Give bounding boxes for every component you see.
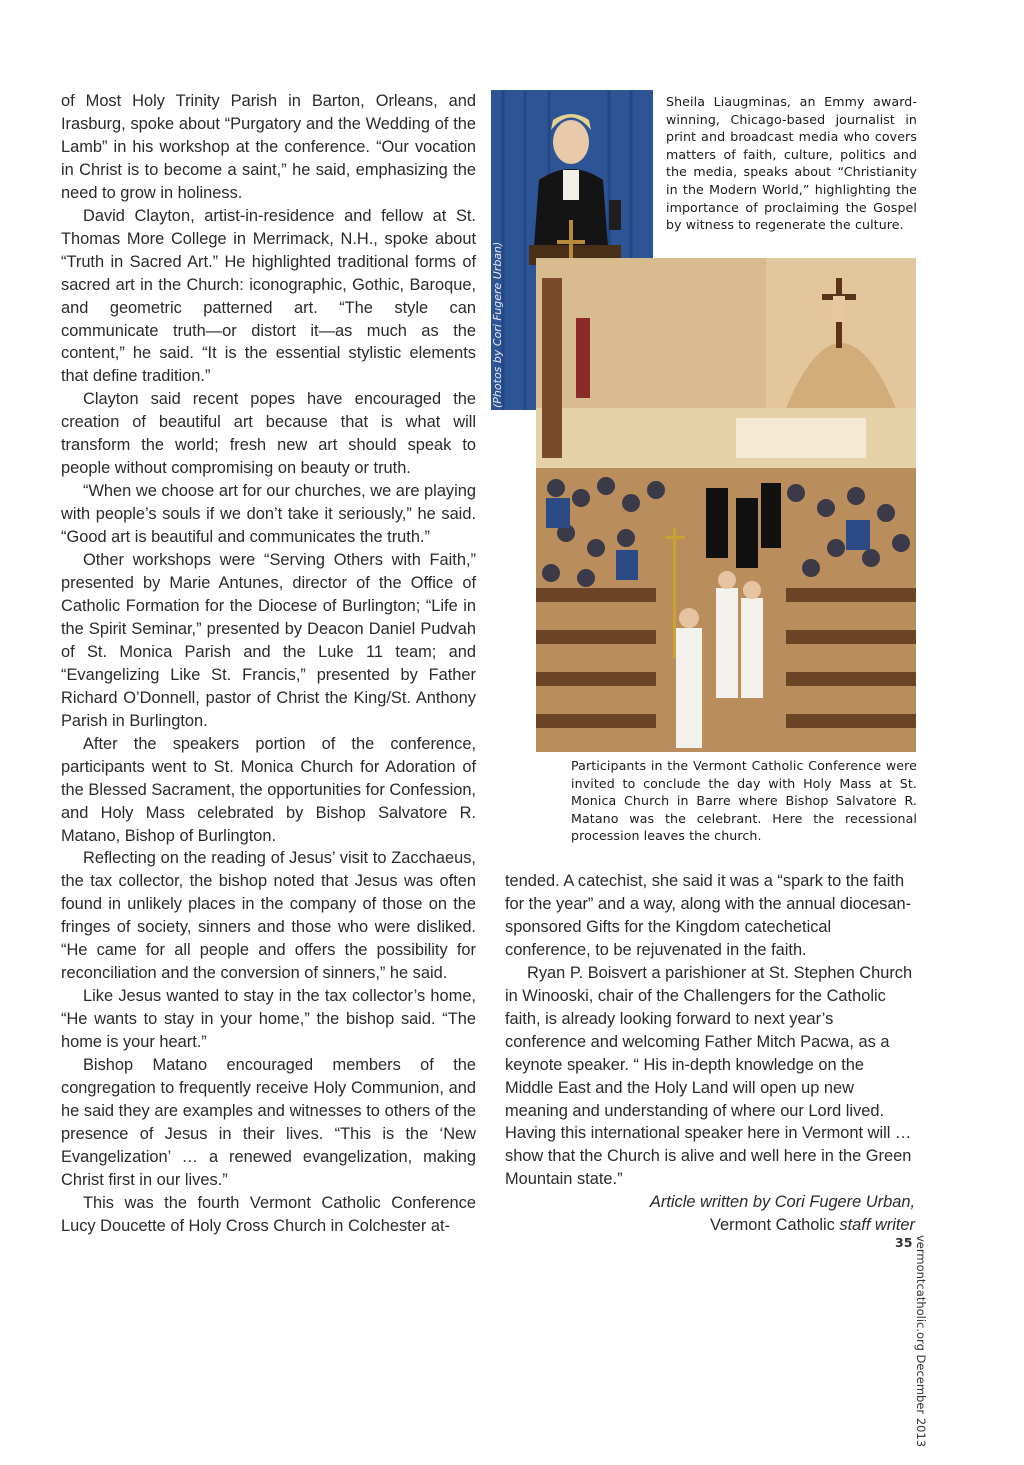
byline-author: Article written by Cori Fugere Urban, bbox=[649, 1193, 915, 1212]
caption-procession: Participants in the Vermont Catholic Conference were invited to conclude the day with Holy Mass at St. Monica Church in Barre where Bishop Salvatore R. Matano was the celebrant. Here the recessional procession leaves the church. bbox=[571, 758, 917, 844]
paragraph: This was the fourth Vermont Catholic Conference Lucy Doucette of Holy Cross Church in Colchester at- bbox=[61, 1193, 476, 1235]
byline-title: staff writer bbox=[839, 1216, 915, 1235]
paragraph: of Most Holy Trinity Parish in Barton, Orleans, and Irasburg, spoke about “Purgatory and the Wedding of the Lamb” in his workshop at the conference. “Our vocation in Christ is to become a saint,” he said, emphasizing the need to grow in holiness. bbox=[61, 92, 476, 202]
footer-site-date: vermontcatholic.org December 2013 bbox=[914, 1235, 928, 1448]
byline-publication: Vermont Catholic bbox=[710, 1216, 840, 1235]
byline-role bbox=[505, 1214, 915, 1237]
photo-credit: (Photos by Cori Fugere Urban) bbox=[491, 241, 504, 408]
caption-speaker: Sheila Liaugminas, an Emmy award-winning, Chicago-based journalist in print and broadcast media who covers matters of faith, culture, politics and the media, speaks about “Christianity in the Modern World,” highlighting the importance of proclaiming the Gospel by witness to regenerate the culture. bbox=[666, 94, 917, 233]
paragraph: After the speakers portion of the conference, participants went to St. Monica Church for Adoration of the Blessed Sacrament, the opportunities for Confession, and Holy Mass celebrated by Bishop Salvatore R. Matano, Bishop of Burlington. bbox=[61, 734, 476, 845]
paragraph: David Clayton, artist-in-residence and fellow at St. Thomas More College in Merrimack, N.H., spoke about “Truth in Sacred Art.” He highlighted traditional forms of sacred art in the Church: iconographic, Gothic, Baroque, and geometric patterned art. “The style can communicate truth—or distort it—as much as the content,” he said. “It is the essential stylistic elements that define tradition.” bbox=[61, 206, 476, 386]
paragraph: Ryan P. Boisvert a parishioner at St. Stephen Church in Winooski, chair of the Challengers for the Catholic faith, is already looking forward to next year’s conference and welcoming Father Mitch Pacwa, as a keynote speaker. “ His in-depth knowledge on the Middle East and the Holy Land will open up new meaning and understanding of where our Lord lived. Having this international speaker here in Vermont will … show that the Church is alive and well here in the Green Mountain state.” bbox=[505, 963, 913, 1189]
paragraph: “When we choose art for our churches, we are playing with people’s souls if we don’t take it seriously,” he said. “Good art is beautiful and communicates the truth.” bbox=[61, 482, 476, 547]
byline bbox=[505, 1191, 915, 1237]
page-number: 35 bbox=[895, 1235, 913, 1250]
paragraph: Bishop Matano encouraged members of the congregation to frequently receive Holy Communion, and he said they are examples and witnesses to others of the presence of Jesus in their lives. “This is the ‘New Evangelization’ … a renewed evangelization, making Christ first in our lives.” bbox=[61, 1056, 476, 1189]
article-right-column bbox=[505, 870, 915, 1237]
paragraph: Clayton said recent popes have encouraged the creation of beautiful art because that is what will transform the world; fresh new art should speak to people without compromising on beauty or truth. bbox=[61, 390, 476, 478]
paragraph: Other workshops were “Serving Others with Faith,” presented by Marie Antunes, director of the Office of Catholic Formation for the Diocese of Burlington; “Life in the Spirit Seminar,” presented by Deacon Daniel Pudvah of St. Monica Parish and the Luke 11 team; and “Evangelizing Like St. Francis,” presented by Father Richard O’Donnell, pastor of Christ the King/St. Anthony Parish in Burlington. bbox=[61, 551, 476, 730]
church-procession-illustration bbox=[536, 258, 916, 752]
church-procession-photo bbox=[536, 258, 916, 752]
paragraph: Like Jesus wanted to stay in the tax collector’s home, “He wants to stay in your home,” the bishop said. “The home is your heart.” bbox=[61, 987, 476, 1052]
paragraph: Reflecting on the reading of Jesus’ visit to Zacchaeus, the tax collector, the bishop noted that Jesus was often found in unlikely places in the company of those on the fringes of society, sinners and those who were disliked. “He came for all people and offers the possibility for reconciliation and the conversion of sinners,” he said. bbox=[61, 849, 476, 983]
paragraph: tended. A catechist, she said it was a “spark to the faith for the year” and a way, along with the annual diocesan-sponsored Gifts for the Kingdom catechetical conference, to be rejuvenated in the faith. bbox=[505, 872, 912, 959]
article-left-column bbox=[61, 90, 476, 1238]
